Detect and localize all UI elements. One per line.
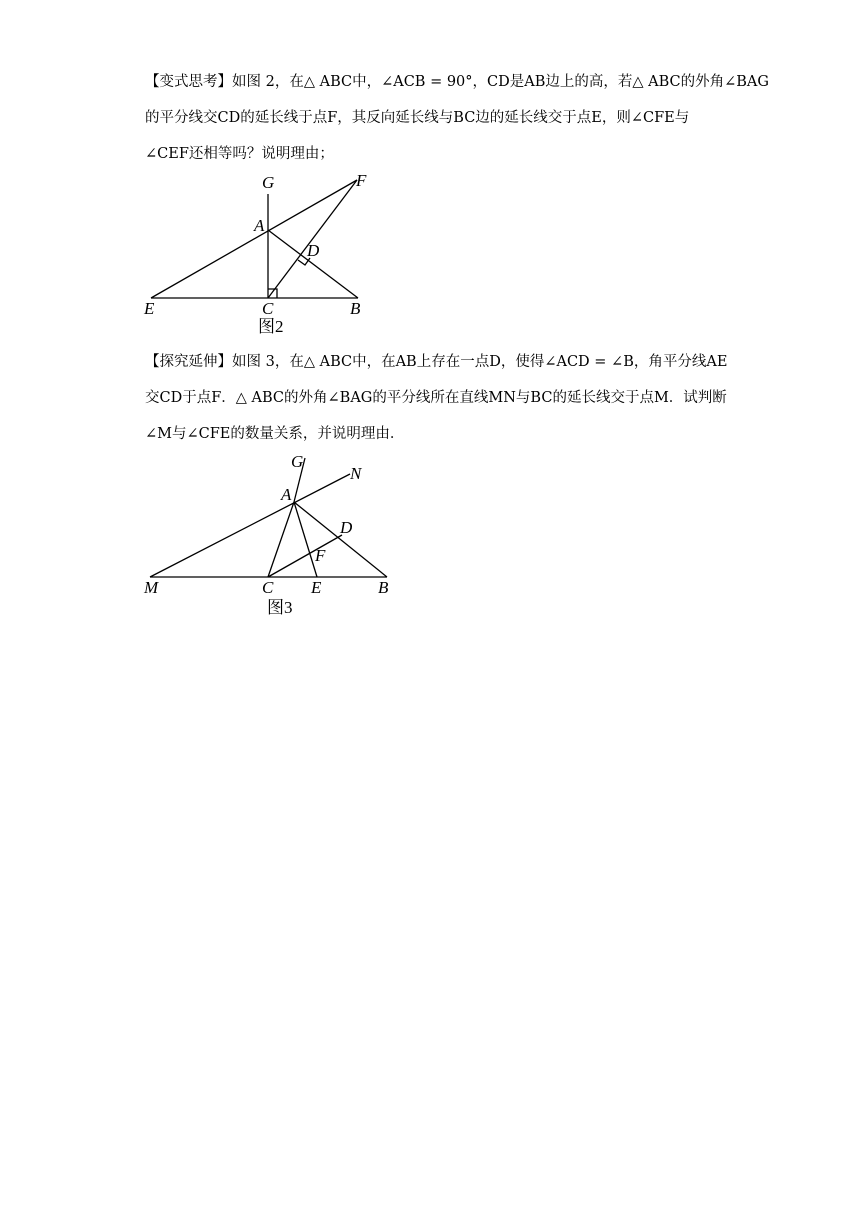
figure-2-diagram: [140, 168, 400, 340]
line-CF: [268, 180, 357, 298]
figure-2-caption: 图2: [258, 317, 284, 336]
label-C: C: [262, 578, 274, 597]
line-CD: [268, 535, 342, 577]
label-A: A: [254, 216, 265, 235]
figure-3-caption: 图3: [267, 598, 293, 617]
label-G: G: [291, 452, 304, 471]
label-E: E: [144, 299, 155, 318]
label-F: F: [315, 546, 326, 565]
text-line: 交CD于点F．△ ABC的外角∠BAG的平分线所在直线MN与BC的延长线交于点M．试判断: [145, 390, 727, 406]
label-E: E: [311, 578, 322, 597]
label-G: G: [262, 173, 275, 192]
label-D: D: [340, 518, 353, 537]
text-line: 的平分线交CD的延长线于点F，其反向延长线与BC边的延长线交于点E，则∠CFE与: [145, 110, 690, 126]
problem-exploration-extension: [145, 344, 728, 452]
line-EF: [151, 180, 357, 298]
label-M: M: [144, 578, 159, 597]
label-F: F: [356, 171, 367, 190]
problem-variant-thinking: [145, 64, 769, 172]
label-B: B: [350, 299, 361, 318]
figure-3-diagram: [140, 448, 400, 620]
line-AE: [294, 502, 317, 577]
text-line: ∠M与∠CFE的数量关系，并说明理由．: [145, 426, 405, 442]
text-line: ∠CEF还相等吗？说明理由；: [145, 146, 334, 162]
line-AC: [268, 502, 294, 577]
text-line: 【探究延伸】如图 3，在△ ABC中，在AB上存在一点D，使得∠ACD = ∠B，角平分线AE: [145, 354, 728, 370]
figure-2: [140, 168, 400, 340]
label-C: C: [262, 299, 274, 318]
text-line: 【变式思考】如图 2，在△ ABC中，∠ACB = 90°，CD是AB边上的高，若△ ABC的外角∠BAG: [145, 74, 769, 90]
label-N: N: [350, 464, 362, 483]
line-AB: [294, 502, 387, 577]
label-D: D: [307, 241, 320, 260]
label-B: B: [378, 578, 389, 597]
label-A: A: [281, 485, 292, 504]
figure-3: [140, 448, 400, 620]
